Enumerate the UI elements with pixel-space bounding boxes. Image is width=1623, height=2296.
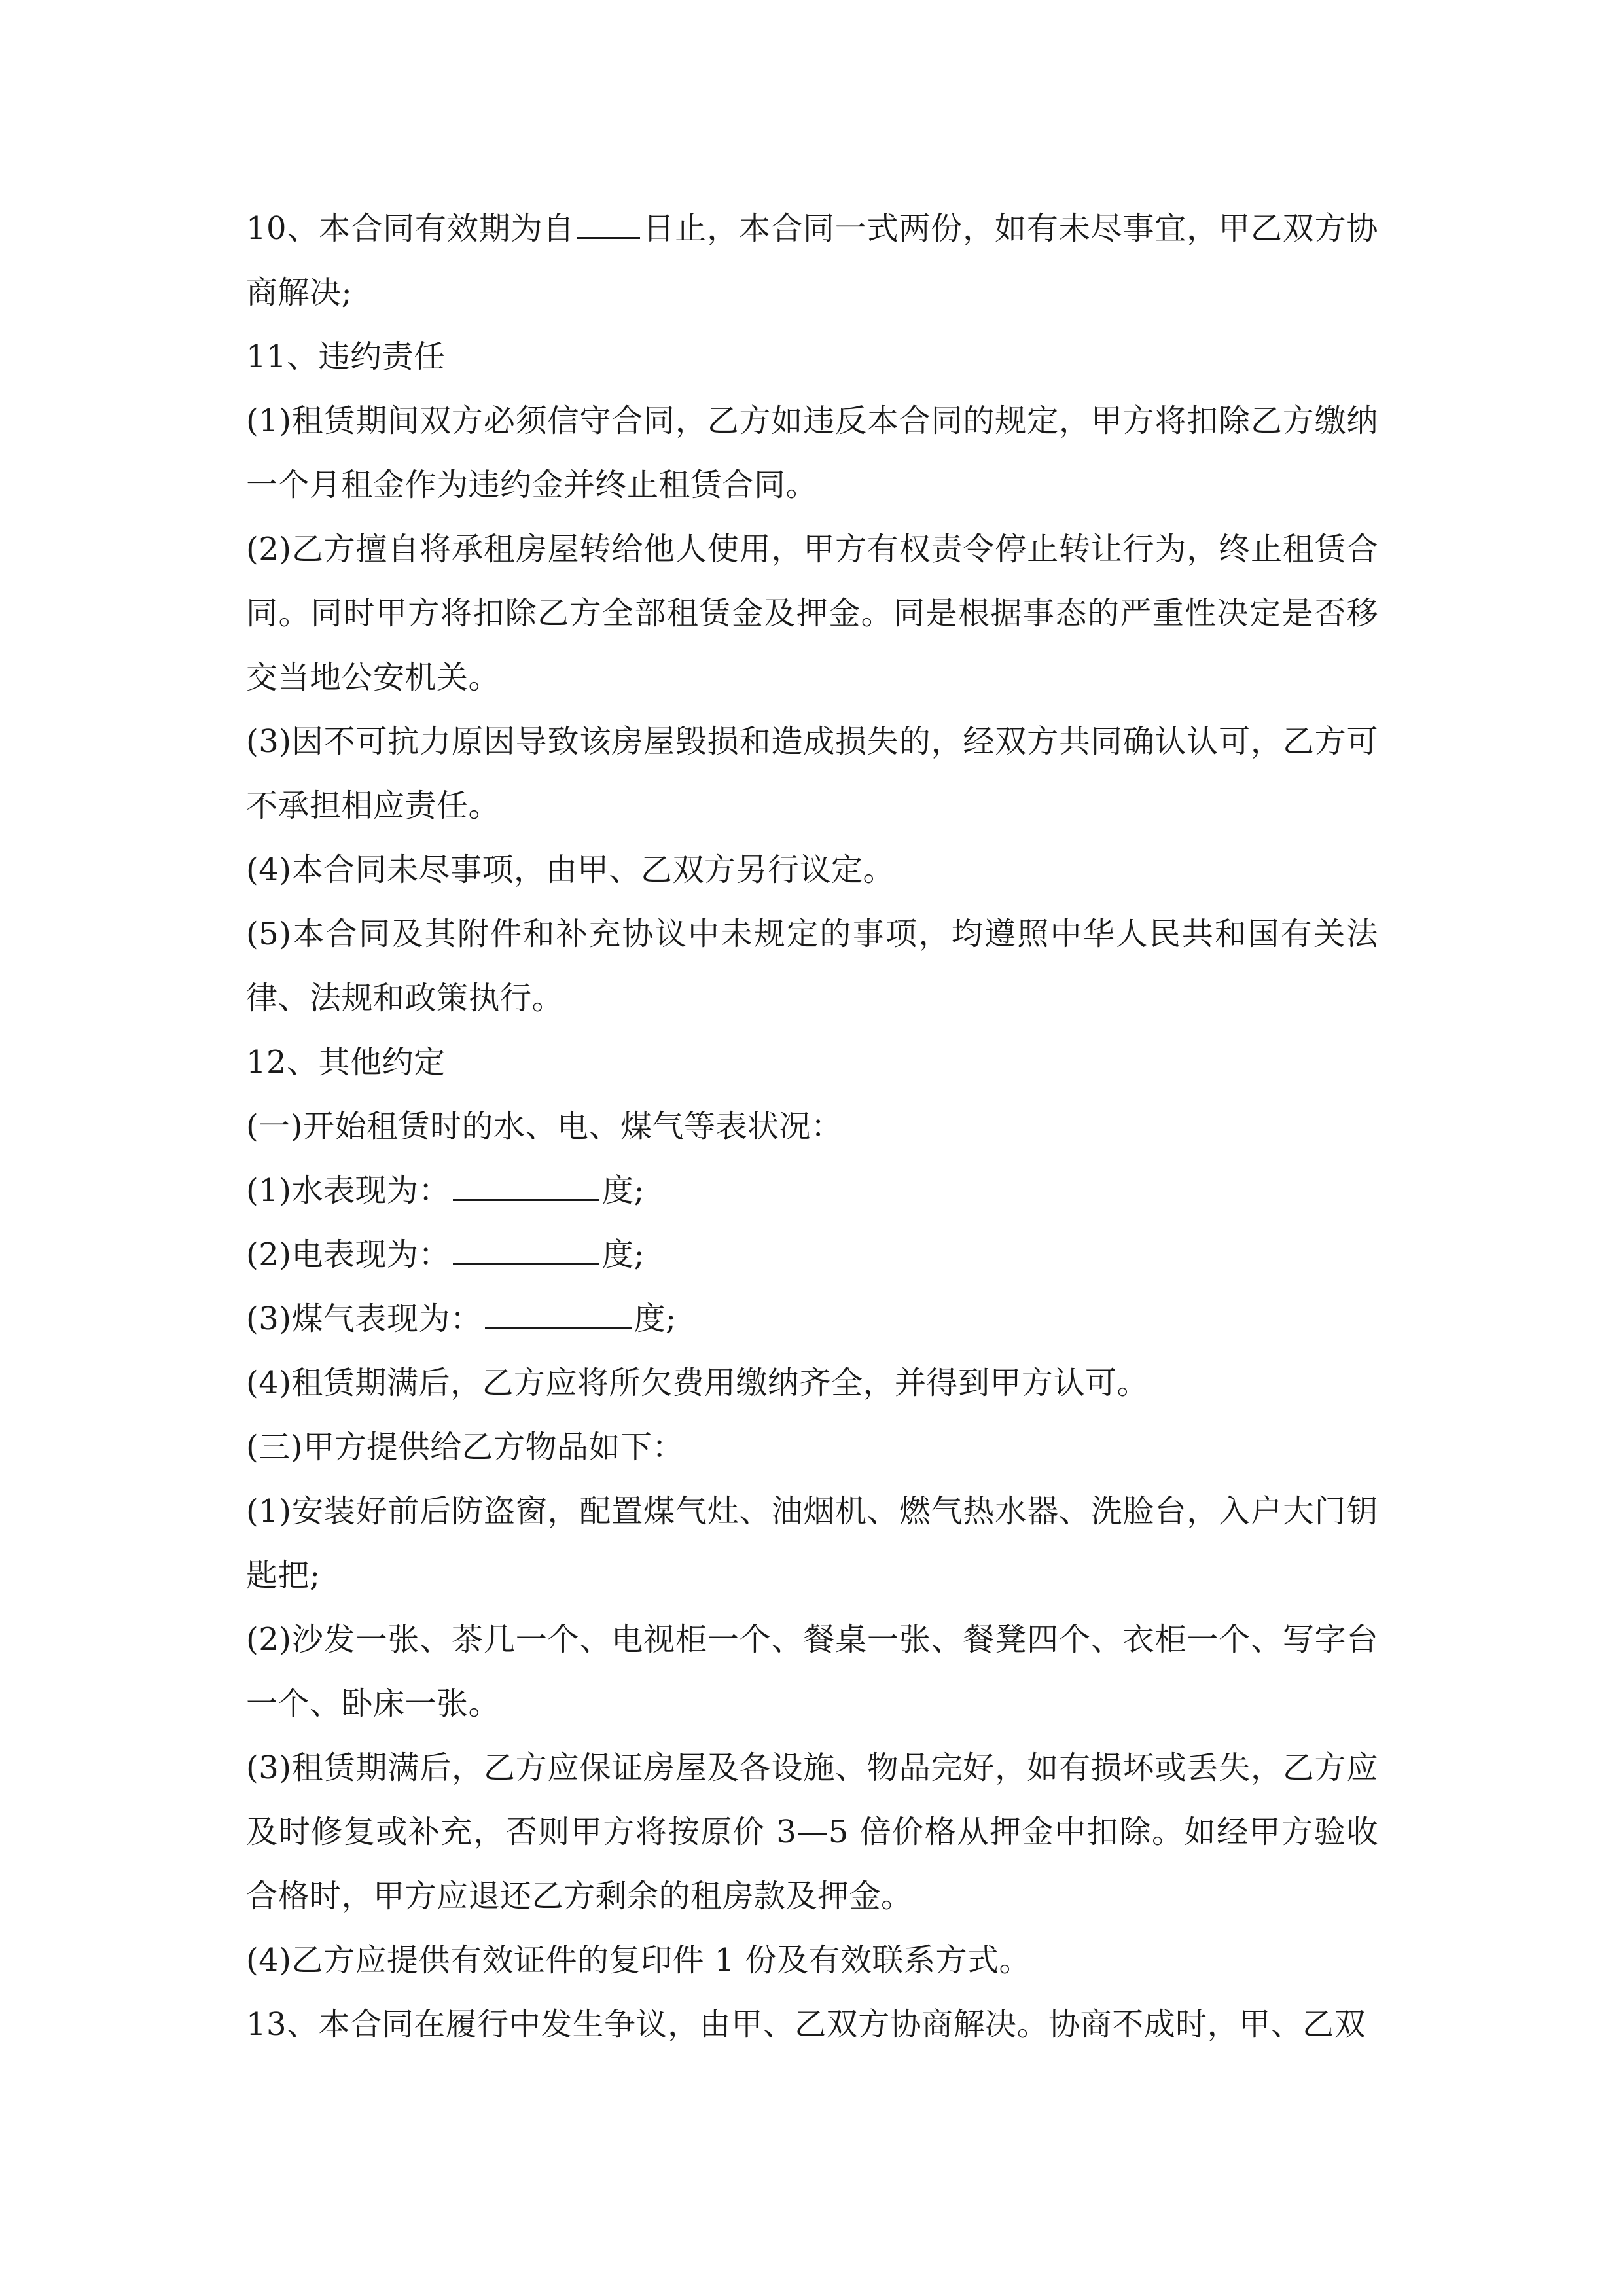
paragraph-breach-1: (1)租赁期间双方必须信守合同，乙方如违反本合同的规定，甲方将扣除乙方缴纳一个月租金作为违约金并终止租赁合同。	[246, 403, 1378, 503]
paragraph-fees-settle: (4)租赁期满后，乙方应将所欠费用缴纳齐全，并得到甲方认可。	[246, 1365, 1149, 1401]
paragraph-text: 日止，本合同一式两份，如有未尽事宜，甲乙双方协商解决;	[246, 210, 1378, 311]
paragraph-text: (1)水表现为：	[246, 1172, 450, 1209]
paragraph-breach-3: (3)因不可抗力原因导致该房屋毁损和造成损失的，经双方共同确认认可，乙方可不承担相应责任。	[246, 723, 1378, 824]
paragraph-items-3: (3)租赁期满后，乙方应保证房屋及各设施、物品完好，如有损坏或丢失，乙方应及时修复或补充，否则甲方将按原价 3—5 倍价格从押金中扣除。如经甲方验收合格时，甲方应退还乙方剩余的租房款及押金。	[246, 1749, 1378, 1914]
paragraph-breach-2: (2)乙方擅自将承租房屋转给他人使用，甲方有权责令停止转让行为，终止租赁合同。同时甲方将扣除乙方全部租赁金及押金。同是根据事态的严重性决定是否移交当地公安机关。	[246, 531, 1378, 696]
paragraph-meters-intro: (一)开始租赁时的水、电、煤气等表状况：	[246, 1108, 843, 1145]
section-heading-other: 12、其他约定	[246, 1044, 446, 1081]
electric-reading-blank	[453, 1237, 599, 1265]
paragraph-items-intro: (三)甲方提供给乙方物品如下：	[246, 1429, 684, 1465]
document-body	[246, 196, 1378, 2056]
paragraph-items-4: (4)乙方应提供有效证件的复印件 1 份及有效联系方式。	[246, 1942, 1031, 1979]
paragraph-text: 度;	[602, 1236, 645, 1273]
paragraph-breach-4: (4)本合同未尽事项，由甲、乙双方另行议定。	[246, 852, 895, 888]
paragraph-text: 度;	[602, 1172, 645, 1209]
water-reading-blank	[453, 1173, 599, 1201]
paragraph-items-2: (2)沙发一张、茶几一个、电视柜一个、餐桌一张、餐凳四个、衣柜一个、写字台一个、卧床一张。	[246, 1621, 1378, 1722]
paragraph-dispute: 13、本合同在履行中发生争议，由甲、乙双方协商解决。协商不成时，甲、乙双	[246, 2006, 1366, 2043]
paragraph-electric-meter	[246, 1223, 1378, 1287]
paragraph-text: (3)煤气表现为：	[246, 1300, 482, 1337]
paragraph-text: 10、本合同有效期为自	[246, 210, 575, 247]
paragraph-text: 度;	[633, 1300, 677, 1337]
section-heading-breach: 11、违约责任	[246, 338, 446, 375]
paragraph-items-1: (1)安装好前后防盗窗，配置煤气灶、油烟机、燃气热水器、洗脸台，入户大门钥匙把;	[246, 1493, 1378, 1594]
paragraph-water-meter	[246, 1158, 1378, 1223]
paragraph-gas-meter	[246, 1287, 1378, 1351]
date-blank	[577, 211, 640, 239]
paragraph-breach-5: (5)本合同及其附件和补充协议中未规定的事项，均遵照中华人民共和国有关法律、法规和政策执行。	[246, 916, 1378, 1016]
paragraph-validity	[246, 196, 1378, 325]
paragraph-text: (2)电表现为：	[246, 1236, 450, 1273]
gas-reading-blank	[485, 1301, 632, 1329]
